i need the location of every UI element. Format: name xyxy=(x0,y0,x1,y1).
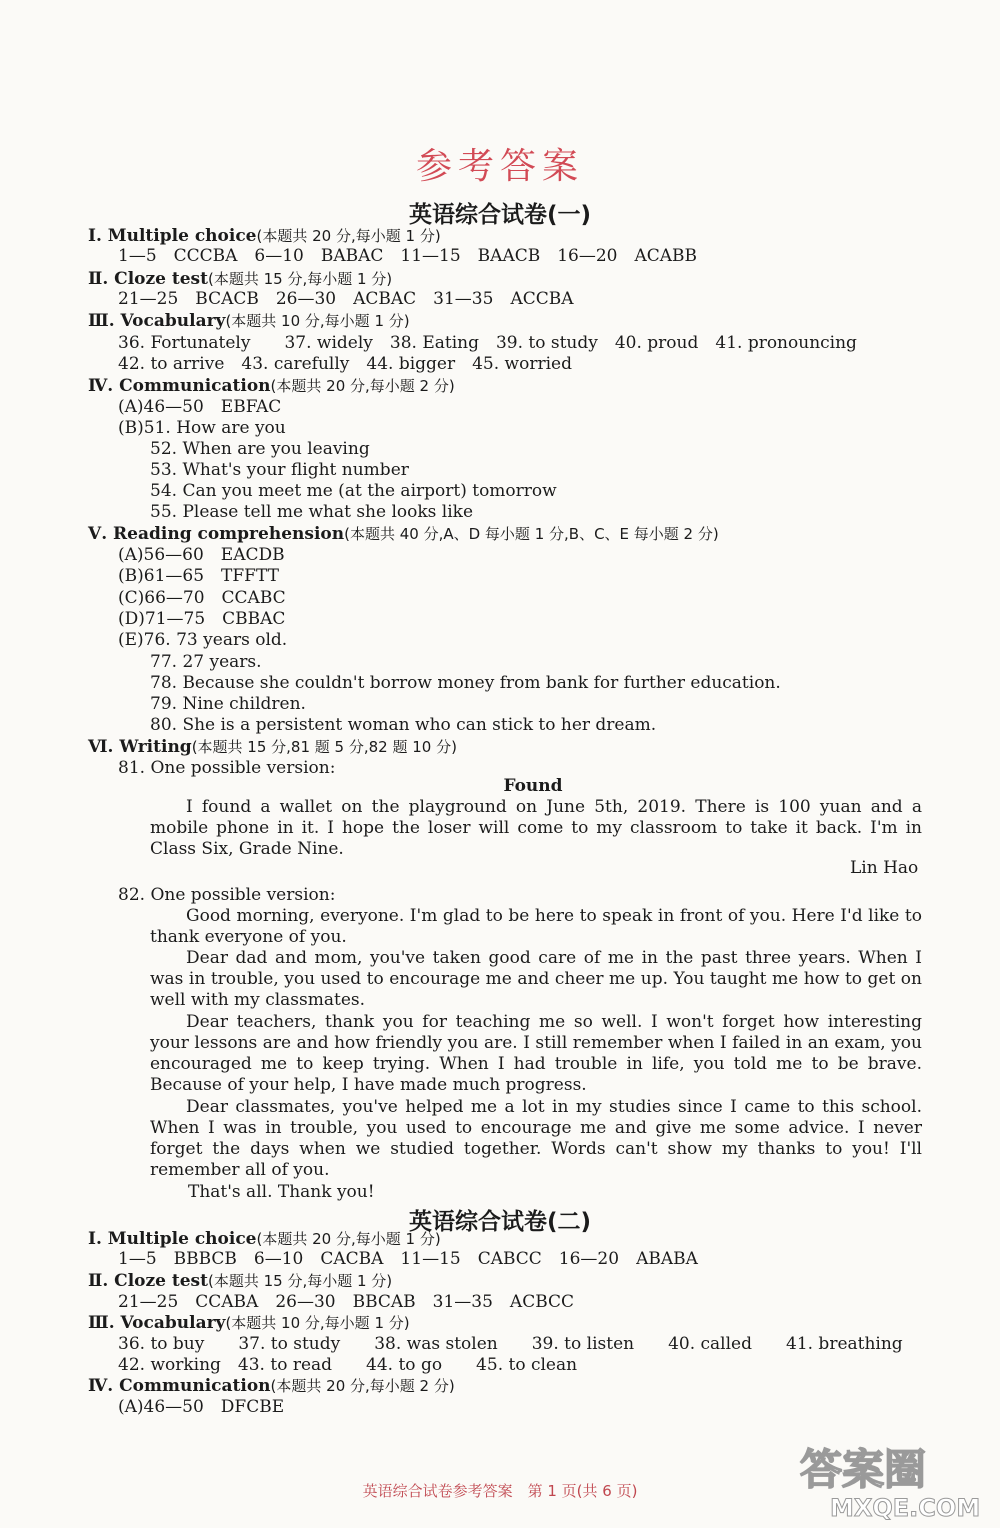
p1-section-5-answer-79: 79. Nine children. xyxy=(150,694,306,714)
p2-section-3-heading: Ⅲ. Vocabulary(本题共 10 分,每小题 1 分) xyxy=(88,1313,410,1333)
p1-section-3-heading: Ⅲ. Vocabulary(本题共 10 分,每小题 1 分) xyxy=(88,311,410,331)
p2-section-2-heading: Ⅱ. Cloze test(本题共 15 分,每小题 1 分) xyxy=(88,1271,393,1291)
p1-section-4-heading: Ⅳ. Communication(本题共 20 分,每小题 2 分) xyxy=(88,376,455,396)
p1-section-5-answer-76: (E)76. 73 years old. xyxy=(118,630,288,650)
p1-section-1-answers: 1—5 CCCBA 6—10 BABAC 11—15 BAACB 16—20 ACABB xyxy=(118,246,698,266)
p1-section-6-heading: Ⅵ. Writing(本题共 15 分,81 题 5 分,82 题 10 分) xyxy=(88,737,457,757)
p1-section-3-answers-line-2: 42. to arrive 43. carefully 44. bigger 45. worried xyxy=(118,354,572,374)
p2-section-2-answers: 21—25 CCABA 26—30 BBCAB 31—35 ACBCC xyxy=(118,1292,575,1312)
p1-section-4-answer-51: (B)51. How are you xyxy=(118,418,286,438)
p2-section-3-answers-line-1: 36. to buy 37. to study 38. was stolen 39. to listen 40. called 41. breathing xyxy=(118,1334,903,1354)
p2-section-3-answers-line-2: 42. working 43. to read 44. to go 45. to clean xyxy=(118,1355,578,1375)
svg-text:MXQE.COM: MXQE.COM xyxy=(830,1494,981,1522)
p1-section-5-part-c: (C)66—70 CCABC xyxy=(118,588,286,608)
p1-section-5-heading: Ⅴ. Reading comprehension(本题共 40 分,A、D 每小题 1 分,B、C、E 每小题 2 分) xyxy=(88,524,719,544)
paper-2-title: 英语综合试卷(二) xyxy=(408,1209,592,1235)
p1-section-1-heading: Ⅰ. Multiple choice(本题共 20 分,每小题 1 分) xyxy=(88,226,441,246)
paper-1-title: 英语综合试卷(一) xyxy=(408,202,592,228)
p1-section-2-heading: Ⅱ. Cloze test(本题共 15 分,每小题 1 分) xyxy=(88,269,393,289)
p1-section-4-part-a: (A)46—50 EBFAC xyxy=(118,397,282,417)
p2-section-4-part-a: (A)46—50 DFCBE xyxy=(118,1397,285,1417)
letter-body: I found a wallet on the playground on June 5th, 2019. There is 100 yuan and a mobile phone in it. I hope the loser will come to my classroom to take it back. I'm in Class Six, Grade Nine. xyxy=(150,797,922,859)
speech-paragraph-3: Dear teachers, thank you for teaching me so well. I won't forget how interesting your lessons are and how friendly you are. I still remember when I failed in an exam, you encouraged me to keep trying. When I had trouble in life, you told me to be brave. Because of your help, I have made much progress. xyxy=(150,1012,922,1095)
p2-section-1-answers: 1—5 BBBCB 6—10 CACBA 11—15 CABCC 16—20 ABABA xyxy=(118,1249,698,1269)
letter-title: Found xyxy=(503,776,563,796)
p1-section-5-answer-80: 80. She is a persistent woman who can stick to her dream. xyxy=(150,715,657,735)
speech-closing: That's all. Thank you! xyxy=(188,1182,375,1202)
speech-paragraph-4: Dear classmates, you've helped me a lot in my studies since I came to this school. When I was in trouble, you used to encourage me and give me some advice. I never forget the days when we studied together. Words can't show my thanks to you! I'll remember all of you. xyxy=(150,1097,922,1180)
svg-text:答案圈: 答案圈 xyxy=(800,1445,927,1494)
speech-paragraph-2: Dear dad and mom, you've taken good care of me in the past three years. When I was in trouble, you used to encourage me and cheer me up. You taught me how to get on well with my classmates. xyxy=(150,948,922,1010)
letter-signature: Lin Hao xyxy=(850,858,919,878)
p1-section-5-part-a: (A)56—60 EACDB xyxy=(118,545,285,565)
p1-section-5-part-d: (D)71—75 CBBAC xyxy=(118,609,286,629)
p1-writing-82-label: 82. One possible version: xyxy=(118,885,336,905)
page-title: 参考答案 xyxy=(415,146,584,187)
p1-section-4-answer-53: 53. What's your flight number xyxy=(150,460,409,480)
p1-section-2-answers: 21—25 BCACB 26—30 ACBAC 31—35 ACCBA xyxy=(118,289,574,309)
p1-section-5-answer-77: 77. 27 years. xyxy=(150,652,262,672)
p2-section-4-heading: Ⅳ. Communication(本题共 20 分,每小题 2 分) xyxy=(88,1376,455,1396)
p1-section-5-part-b: (B)61—65 TFFTT xyxy=(118,566,279,586)
watermark-logo xyxy=(760,1432,990,1522)
page-footer: 英语综合试卷参考答案 第 1 页(共 6 页) xyxy=(362,1482,638,1500)
p1-section-5-answer-78: 78. Because she couldn't borrow money from bank for further education. xyxy=(150,673,781,693)
p1-section-4-answer-55: 55. Please tell me what she looks like xyxy=(150,502,474,522)
p1-section-3-answers-line-1: 36. Fortunately 37. widely 38. Eating 39. to study 40. proud 41. pronouncing xyxy=(118,333,857,353)
p1-section-4-answer-54: 54. Can you meet me (at the airport) tomorrow xyxy=(150,481,557,501)
p2-section-1-heading: Ⅰ. Multiple choice(本题共 20 分,每小题 1 分) xyxy=(88,1229,441,1249)
p1-writing-81-label: 81. One possible version: xyxy=(118,758,336,778)
p1-section-4-answer-52: 52. When are you leaving xyxy=(150,439,370,459)
speech-paragraph-1: Good morning, everyone. I'm glad to be here to speak in front of you. Here I'd like to thank everyone of you. xyxy=(150,906,922,947)
